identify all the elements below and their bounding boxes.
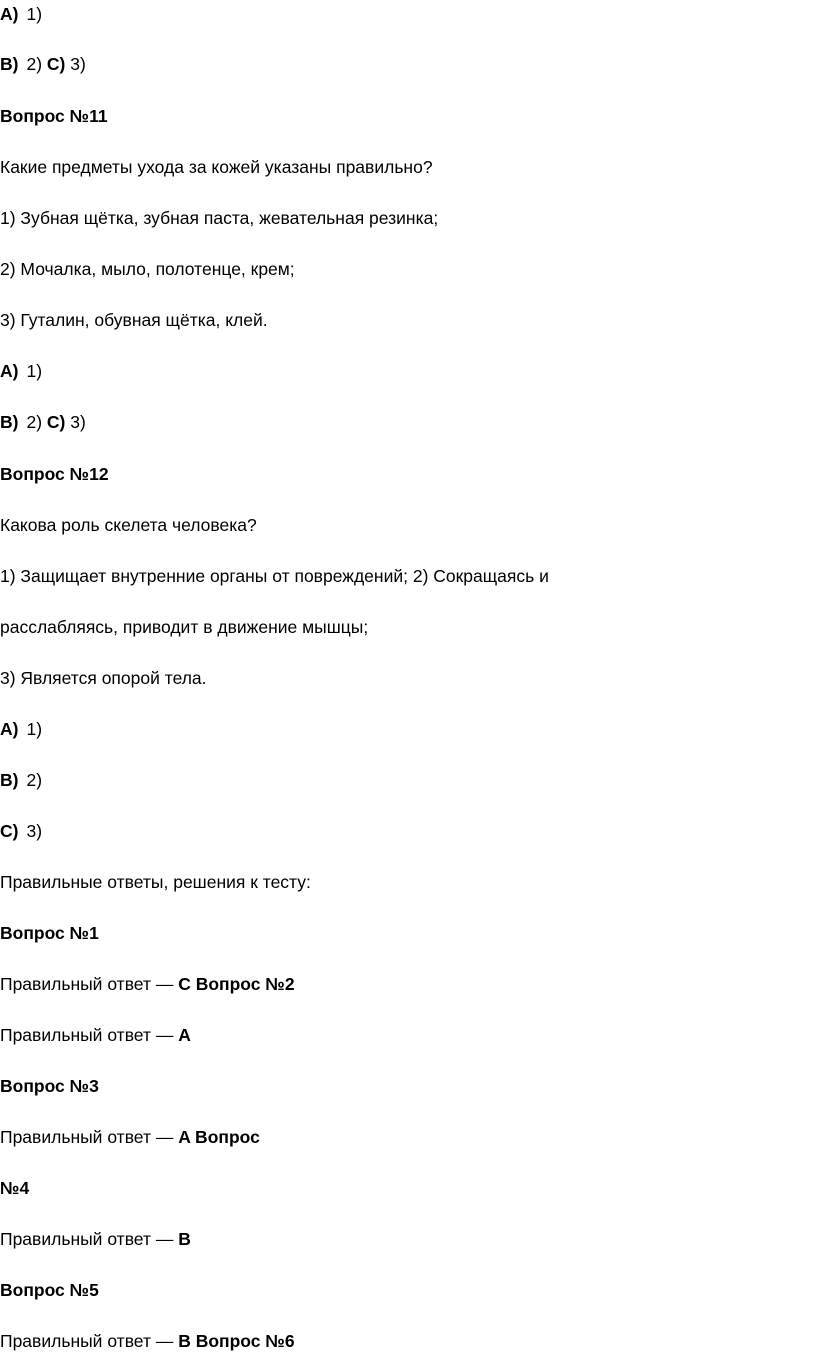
answer-3-row [0,1124,260,1150]
option-b-value: 2) [26,54,43,74]
option-c-label: C) [0,821,19,841]
option-c-label: C) [46,412,66,432]
question-11-text: Какие предметы ухода за кожей указаны правильно? [0,157,433,177]
option-a-value: 1) [26,4,43,24]
option-b-label: B) [0,54,19,74]
answer-3-value: A Вопрос [178,1127,260,1147]
answer-prefix: Правильный ответ — [0,1025,174,1045]
option-c-value: 3) [26,821,43,841]
answer-2-value: A [178,1025,191,1045]
answer-1-row [0,971,295,997]
option-a-label: A) [0,4,19,24]
option-c-value: 3) [70,54,86,74]
answer-1-value: C Вопрос №2 [178,974,295,994]
question-11-option-1: 1) Зубная щётка, зубная паста, жевательная резинка; [0,208,439,228]
question-11-answer-a [0,358,42,384]
answer-prefix: Правильный ответ — [0,1127,174,1147]
option-a-label: A) [0,719,19,739]
answer-prefix: Правильный ответ — [0,1331,174,1351]
answer-prefix: Правильный ответ — [0,974,174,994]
answer-4-heading: №4 [0,1178,30,1198]
question-12-text: Какова роль скелета человека? [0,515,257,535]
question-12-options-line-2: расслабляясь, приводит в движение мышцы; [0,617,369,637]
answer-2-row [0,1022,191,1048]
answer-3-heading: Вопрос №3 [0,1076,99,1096]
question-11-answer-bc [0,409,86,435]
question-12-heading: Вопрос №12 [0,464,109,484]
question-11-heading: Вопрос №11 [0,106,108,126]
option-a-label: A) [0,361,19,381]
answer-4-row [0,1226,191,1252]
option-b-label: B) [0,412,19,432]
answer-5-heading: Вопрос №5 [0,1280,99,1300]
option-b-value: 2) [26,412,43,432]
option-b-value: 2) [26,770,43,790]
option-bc-row [0,51,86,77]
answers-intro: Правильные ответы, решения к тесту: [0,872,311,892]
question-11-option-2: 2) Мочалка, мыло, полотенце, крем; [0,259,295,279]
option-a-row [0,1,42,27]
option-c-label: C) [46,54,66,74]
option-a-value: 1) [26,719,43,739]
answer-1-heading: Вопрос №1 [0,923,99,943]
question-12-answer-b [0,767,42,793]
answer-4-value: B [178,1229,191,1249]
question-12-answer-c [0,818,42,844]
answer-5-value: B Вопрос №6 [178,1331,295,1351]
option-a-value: 1) [26,361,43,381]
answer-5-row [0,1328,295,1354]
option-b-label: B) [0,770,19,790]
question-12-options-line-3: 3) Является опорой тела. [0,668,207,688]
question-12-options-line-1: 1) Защищает внутренние органы от повреждений; 2) Сокращаясь и [0,566,549,586]
question-11-option-3: 3) Гуталин, обувная щётка, клей. [0,310,268,330]
answer-prefix: Правильный ответ — [0,1229,174,1249]
question-12-answer-a [0,716,42,742]
option-c-value: 3) [70,412,86,432]
